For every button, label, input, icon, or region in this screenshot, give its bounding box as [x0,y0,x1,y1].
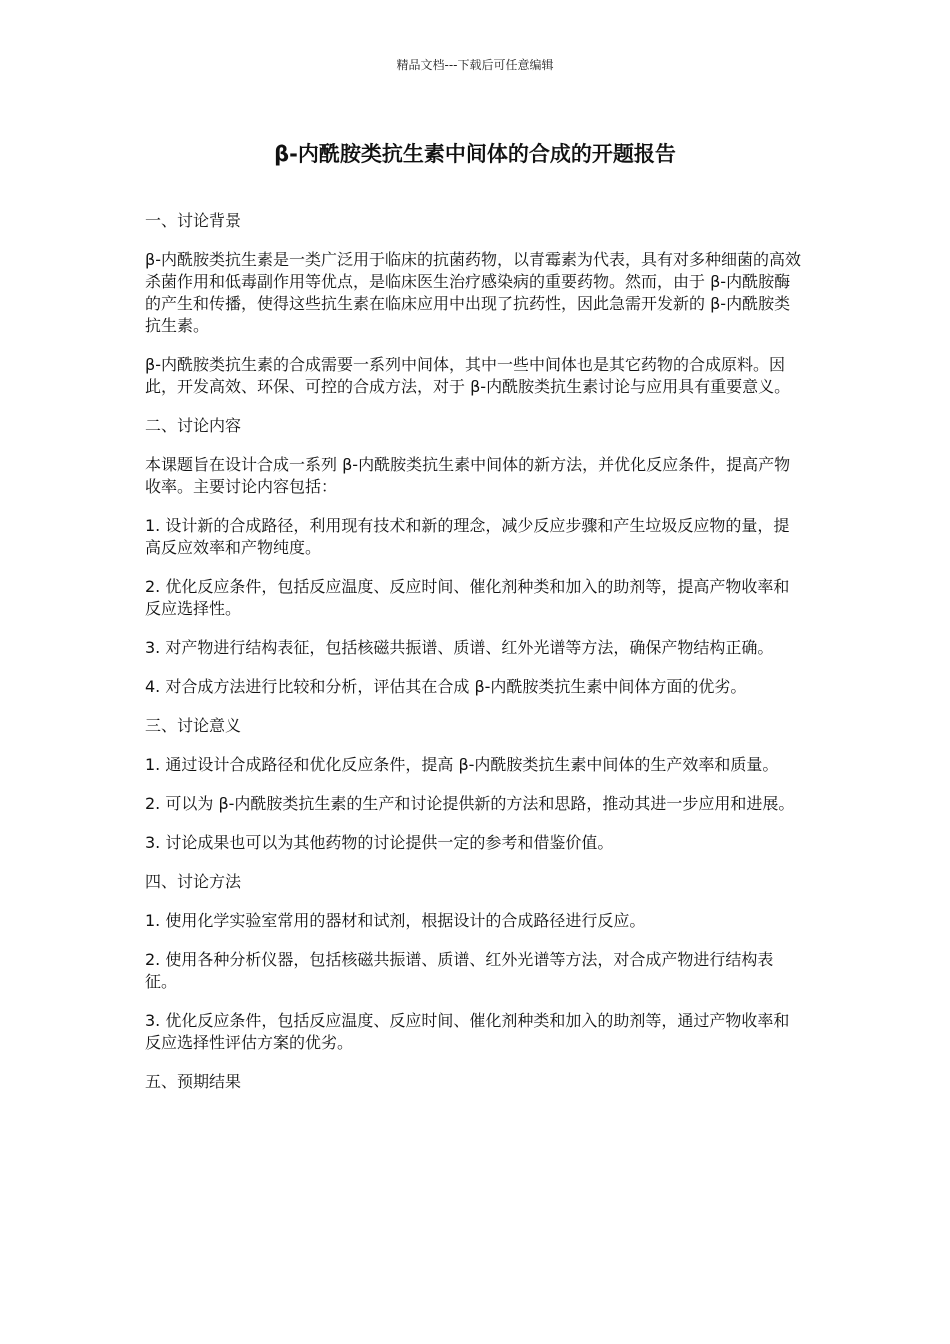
paragraph-significance-2: 2. 可以为 β-内酰胺类抗生素的生产和讨论提供新的方法和思路，推动其进一步应用和进展。 [145,794,795,813]
page-header: 精品文档---下载后可任意编辑 [396,58,554,72]
paragraph-methods-2: 2. 使用各种分析仪器，包括核磁共振谱、质谱、红外光谱等方法，对合成产物进行结构表征。 [145,950,774,991]
section-heading-expected-results: 五、预期结果 [145,1072,242,1091]
paragraph-significance-3: 3. 讨论成果也可以为其他药物的讨论提供一定的参考和借鉴价值。 [145,833,614,852]
paragraph-content-3: 3. 对产物进行结构表征，包括核磁共振谱、质谱、红外光谱等方法，确保产物结构正确。 [145,638,774,657]
paragraph-content-1: 1. 设计新的合成路径，利用现有技术和新的理念，减少反应步骤和产生垃圾反应物的量，提高反应效率和产物纯度。 [145,516,790,557]
paragraph-methods-3: 3. 优化反应条件，包括反应温度、反应时间、催化剂种类和加入的助剂等，通过产物收率和反应选择性评估方案的优劣。 [145,1011,790,1052]
document-title: β-内酰胺类抗生素中间体的合成的开题报告 [274,142,676,166]
section-heading-methods: 四、讨论方法 [145,872,242,891]
paragraph-content-4: 4. 对合成方法进行比较和分析，评估其在合成 β-内酰胺类抗生素中间体方面的优劣。 [145,677,747,696]
paragraph-content-intro: 本课题旨在设计合成一系列 β-内酰胺类抗生素中间体的新方法，并优化反应条件，提高产物收率。主要讨论内容包括： [145,455,791,496]
paragraph-methods-1: 1. 使用化学实验室常用的器材和试剂，根据设计的合成路径进行反应。 [145,911,646,930]
section-heading-content: 二、讨论内容 [145,416,242,435]
document-body [145,210,805,1110]
paragraph-significance-1: 1. 通过设计合成路径和优化反应条件，提高 β-内酰胺类抗生素中间体的生产效率和质量。 [145,755,779,774]
section-heading-significance: 三、讨论意义 [145,716,242,735]
paragraph-background-1: β-内酰胺类抗生素是一类广泛用于临床的抗菌药物，以青霉素为代表，具有对多种细菌的高效杀菌作用和低毒副作用等优点，是临床医生治疗感染病的重要药物。然而，由于 β-内酰胺酶的产生和传播，使得这些抗生素在临床应用中出现了抗药性，因此急需开发新的 β-内酰胺类抗生素。 [145,250,801,335]
paragraph-content-2: 2. 优化反应条件，包括反应温度、反应时间、催化剂种类和加入的助剂等，提高产物收率和反应选择性。 [145,577,790,618]
paragraph-background-2: β-内酰胺类抗生素的合成需要一系列中间体，其中一些中间体也是其它药物的合成原料。因此，开发高效、环保、可控的合成方法，对于 β-内酰胺类抗生素讨论与应用具有重要意义。 [145,355,791,396]
section-heading-background: 一、讨论背景 [145,211,242,230]
